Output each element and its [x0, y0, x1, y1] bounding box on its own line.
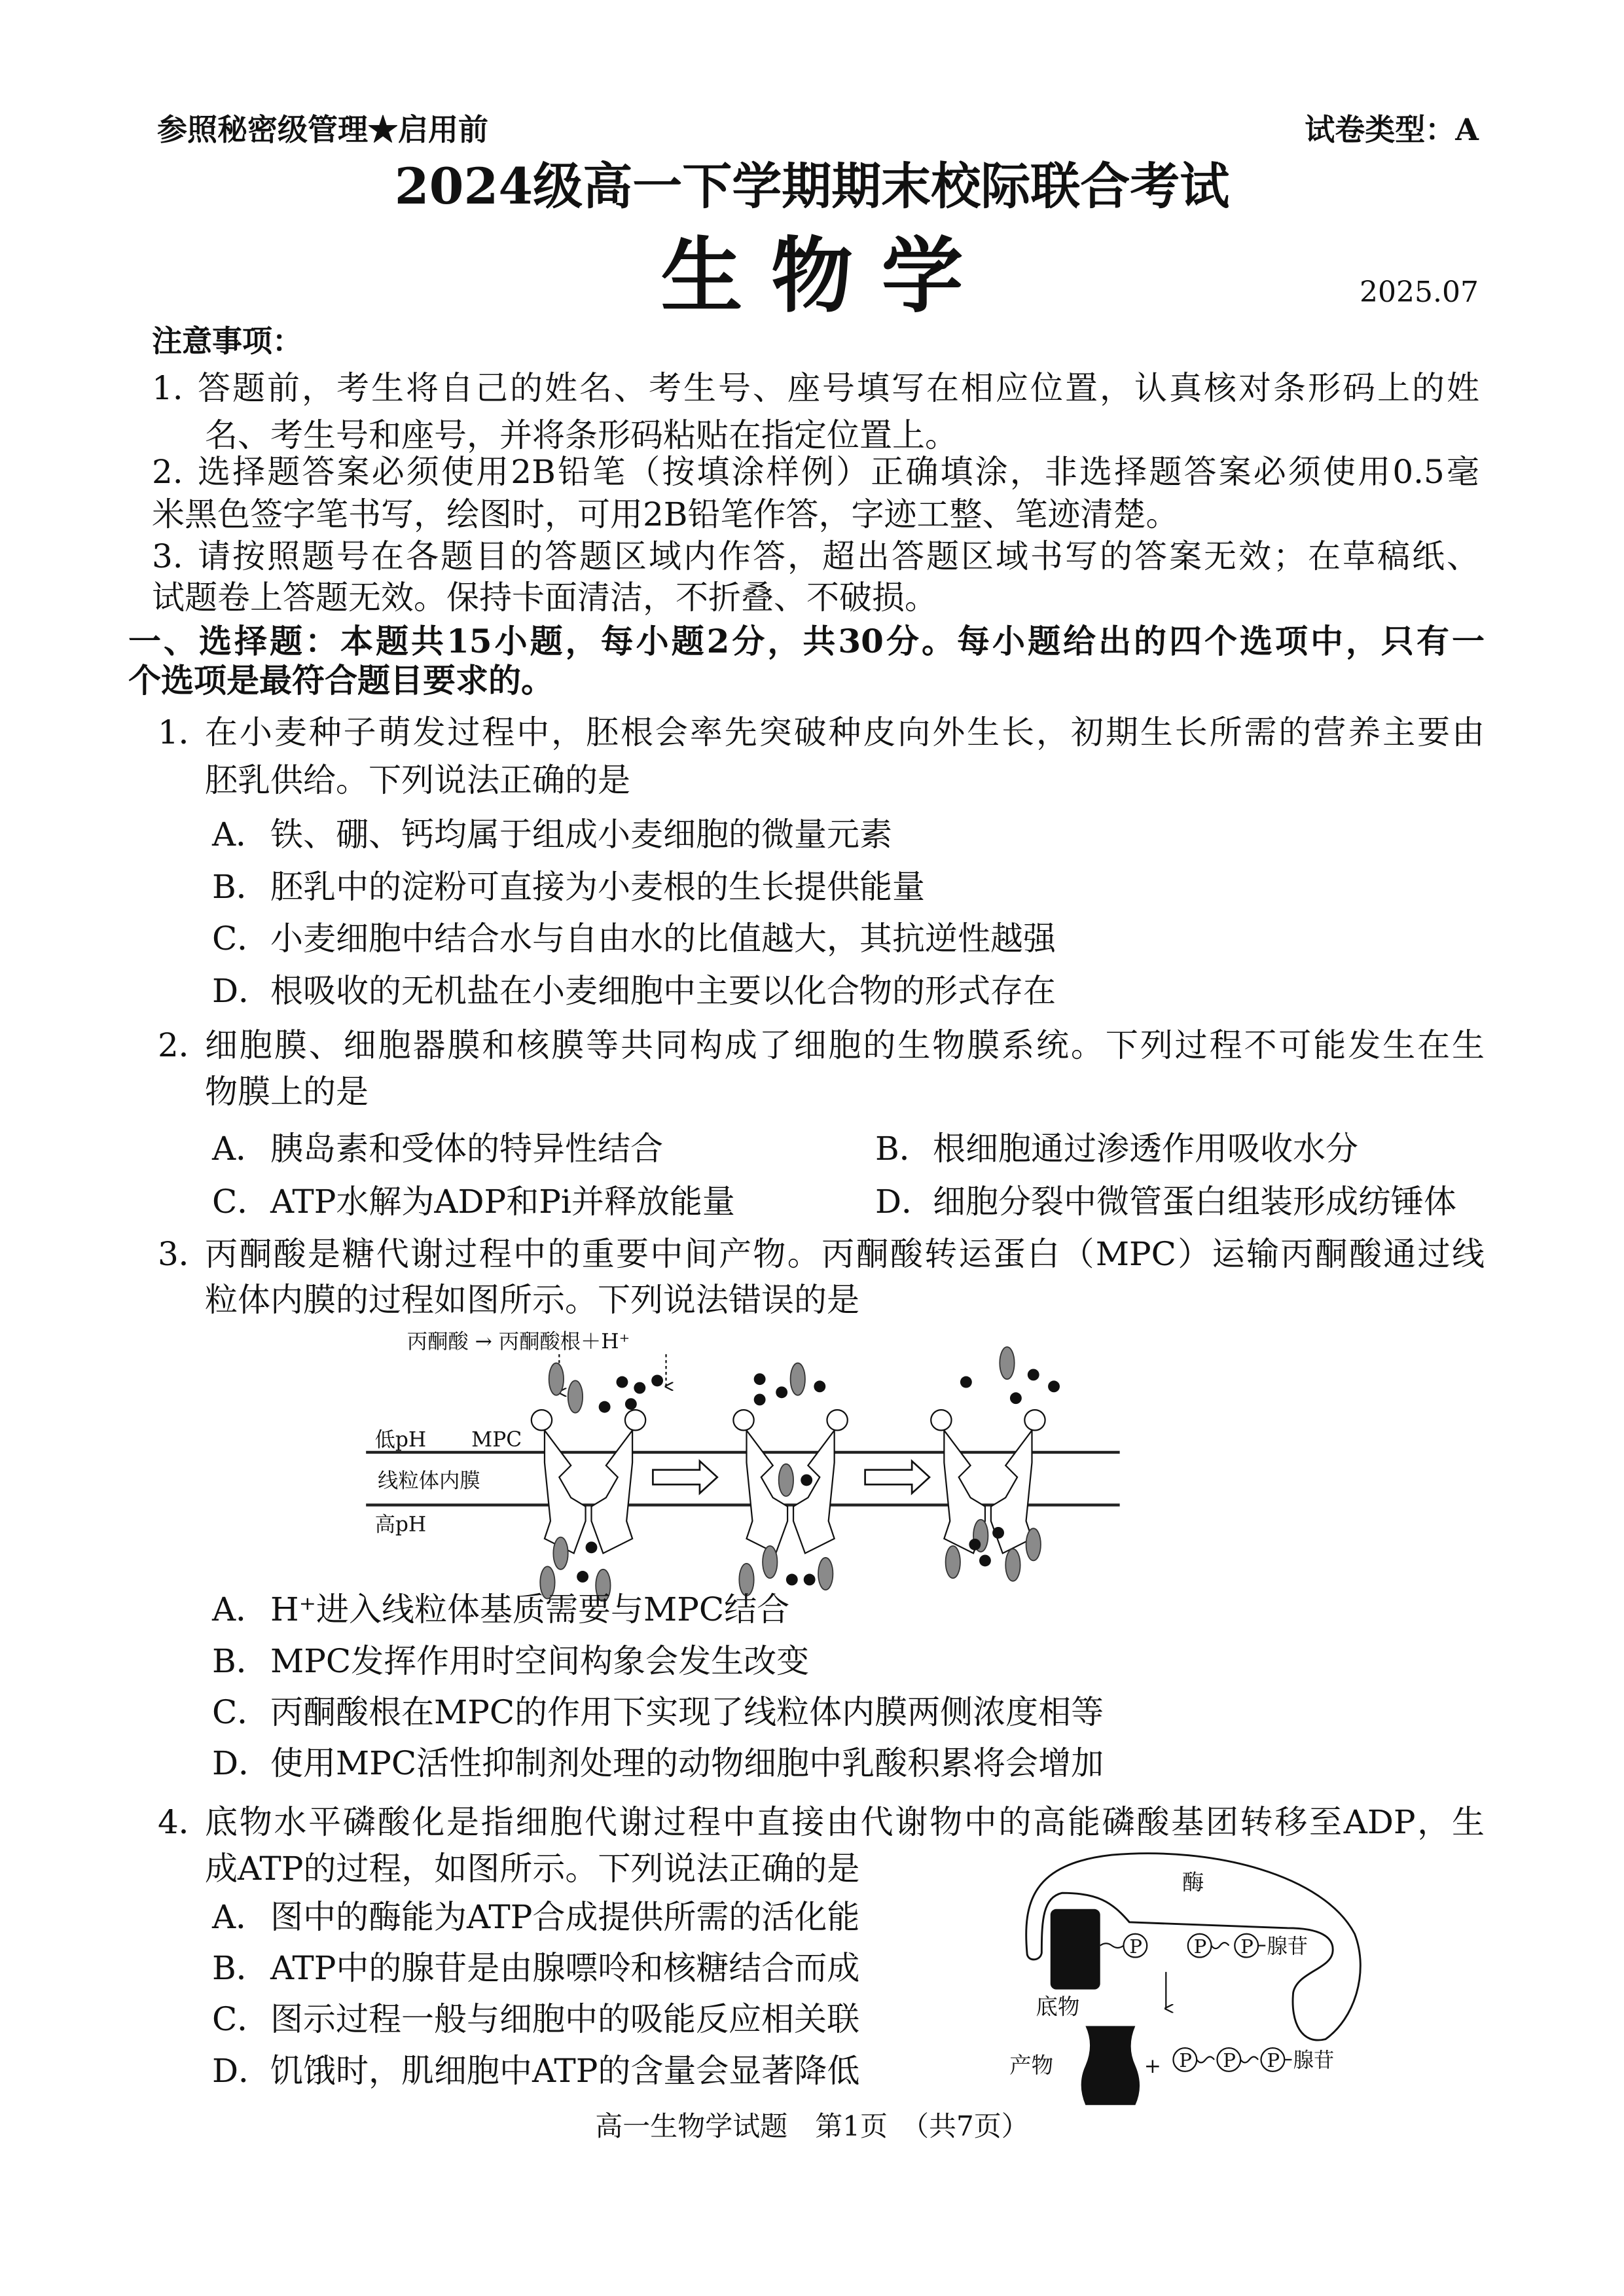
option-letter: C．	[212, 1183, 270, 1221]
option-letter: D．	[875, 1183, 935, 1221]
proton-dot	[960, 1376, 972, 1388]
proton-dot	[801, 1474, 812, 1486]
high-energy-bond	[1197, 2056, 1214, 2062]
proton-dot	[1028, 1369, 1039, 1380]
option-letter: D．	[212, 972, 272, 1010]
question-stem: 粒体内膜的过程如图所示。下列说法错误的是	[205, 1281, 859, 1319]
option-text: 饥饿时，肌细胞中ATP的含量会显著降低	[270, 2052, 860, 2090]
proton-dot	[786, 1574, 798, 1586]
option-letter: C．	[212, 920, 270, 958]
option-text: 图示过程一般与细胞中的吸能反应相关联	[270, 2000, 859, 2038]
adenosine-label: 腺苷	[1293, 2049, 1335, 2073]
notice-text: 试题卷上答题无效。保持卡面清洁，不折叠、不破损。	[152, 579, 937, 617]
notice-text: 答题前，考生将自己的姓名、考生号、座号填写在相应位置，认真核对条形码上的姓	[198, 369, 1479, 407]
notice-number: 1.	[152, 369, 183, 407]
option-text: ATP中的腺苷是由腺嘌呤和核糖结合而成	[270, 1949, 860, 1987]
option-letter: C．	[212, 1693, 270, 1731]
high-energy-bond	[1212, 1943, 1229, 1948]
option-text: 根吸收的无机盐在小麦细胞中主要以化合物的形式存在	[270, 972, 1056, 1010]
question-stem: 成ATP的过程，如图所示。下列说法正确的是	[205, 1850, 860, 1888]
option-letter: B．	[212, 1949, 269, 1987]
notice-text: 名、考生号和座号，并将条形码粘贴在指定位置上。	[205, 416, 958, 454]
mpc-right-subunit	[592, 1430, 633, 1553]
notice-text: 选择题答案必须使用2B铅笔（按填涂样例）正确填涂，非选择题答案必须使用0.5毫	[198, 453, 1479, 491]
pyruvate-molecule	[818, 1558, 833, 1590]
page-footer: 高一生物学试题 第1页 （共7页）	[595, 2110, 1029, 2142]
option-text: ATP水解为ADP和Pi并释放能量	[270, 1183, 735, 1221]
proton-dot	[969, 1539, 981, 1551]
confidentiality-label: 参照秘密级管理★启用前	[157, 112, 488, 147]
proton-dot	[634, 1382, 645, 1394]
notices-heading: 注意事项：	[152, 323, 302, 359]
phosphate-label: P	[1223, 2049, 1236, 2072]
proton-dot	[599, 1401, 611, 1413]
mpc-protein	[532, 1410, 645, 1553]
phosphate-label: P	[1179, 2049, 1192, 2072]
high-ph-label: 高pH	[374, 1513, 427, 1537]
plus-sign: +	[1144, 2054, 1161, 2079]
option-letter: A．	[212, 816, 269, 853]
pyruvate-molecule	[946, 1546, 960, 1578]
option-text: 根细胞通过渗透作用吸收水分	[933, 1130, 1358, 1168]
option-text: 胰岛素和受体的特异性结合	[270, 1130, 663, 1168]
proton-dot	[586, 1541, 598, 1553]
question-number: 4．	[158, 1803, 211, 1841]
proton-dot	[651, 1374, 663, 1386]
section-heading: 一、选择题：本题共15小题，每小题2分，共30分。每小题给出的四个选项中，只有一	[128, 622, 1485, 660]
option-text: 使用MPC活性抑制剂处理的动物细胞中乳酸积累将会增加	[270, 1744, 1104, 1782]
option-letter: A．	[212, 1590, 269, 1628]
substrate-block	[1051, 1909, 1100, 1990]
question-number: 1．	[158, 713, 211, 751]
pyruvate-molecule	[779, 1464, 793, 1496]
pyruvate-molecule	[1000, 1347, 1014, 1379]
mpc-right-subunit	[793, 1430, 835, 1553]
bond-line	[1100, 1943, 1124, 1948]
substrate-phosphorylation-figure	[1002, 1843, 1382, 2121]
proton-dot	[617, 1376, 628, 1388]
option-letter: C．	[212, 2000, 270, 2038]
question-number: 2．	[158, 1026, 211, 1064]
paper-type-label: 试卷类型：A	[1305, 112, 1479, 147]
proton-dot	[979, 1554, 991, 1566]
question-number: 3．	[158, 1235, 211, 1273]
option-text: 图中的酶能为ATP合成提供所需的活化能	[270, 1898, 860, 1936]
option-letter: A．	[212, 1130, 269, 1168]
proton-dot	[1048, 1380, 1060, 1392]
notice-text: 米黑色签字笔书写，绘图时，可用2B铅笔作答，字迹工整、笔迹清楚。	[152, 495, 1179, 533]
adenosine-label: 腺苷	[1267, 1934, 1308, 1958]
subject-title: 生 物 学	[660, 228, 964, 324]
proton-dot	[625, 1398, 637, 1410]
option-text: 细胞分裂中微管蛋白组装形成纺锤体	[933, 1183, 1456, 1221]
option-letter: D．	[212, 2052, 272, 2090]
phosphate-label: P	[1129, 1935, 1142, 1958]
phosphate-label: P	[1193, 1935, 1207, 1958]
mpc-head-circle	[625, 1410, 645, 1430]
proton-dot	[1010, 1392, 1022, 1404]
question-stem: 底物水平磷酸化是指细胞代谢过程中直接由代谢物中的高能磷酸基团转移至ADP，生	[205, 1803, 1485, 1841]
notice-number: 3.	[152, 537, 183, 575]
option-text: H⁺进入线粒体基质需要与MPC结合	[270, 1590, 790, 1628]
option-letter: D．	[212, 1744, 272, 1782]
step-arrow-icon	[865, 1461, 929, 1493]
pyruvate-molecule	[549, 1363, 564, 1395]
option-letter: B．	[212, 1642, 269, 1680]
proton-dot	[776, 1386, 787, 1398]
option-text: MPC发挥作用时空间构象会发生改变	[270, 1642, 810, 1680]
question-stem: 丙酮酸是糖代谢过程中的重要中间产物。丙酮酸转运蛋白（MPC）运输丙酮酸通过线	[205, 1235, 1485, 1273]
proton-dot	[577, 1571, 588, 1583]
question-stem: 胚乳供给。下列说法正确的是	[205, 761, 630, 799]
option-letter: B．	[212, 868, 269, 906]
proton-dot	[754, 1373, 766, 1385]
pyruvate-molecule	[1005, 1549, 1020, 1581]
question-stem: 细胞膜、细胞器膜和核膜等共同构成了细胞的生物膜系统。下列过程不可能发生在生	[205, 1026, 1485, 1064]
proton-dot	[814, 1380, 825, 1392]
membrane-label: 线粒体内膜	[378, 1469, 480, 1493]
proton-dot	[754, 1394, 766, 1406]
mpc-head-circle	[532, 1410, 552, 1430]
option-text: 小麦细胞中结合水与自由水的比值越大，其抗逆性越强	[270, 920, 1056, 958]
reaction-label: 丙酮酸 → 丙酮酸根＋H⁺	[406, 1330, 630, 1354]
substrate-label: 底物	[1036, 1994, 1080, 2020]
notice-text: 请按照题号在各题目的答题区域内作答，超出答题区域书写的答案无效；在草稿纸、	[198, 537, 1479, 575]
mpc-transport-figure	[359, 1316, 1134, 1602]
mpc-head-circle	[827, 1410, 847, 1430]
product-block	[1081, 2026, 1140, 2106]
proton-dot	[804, 1574, 816, 1586]
product-label: 产物	[1009, 2053, 1054, 2079]
exam-date: 2025.07	[1360, 276, 1479, 309]
pyruvate-molecule	[763, 1546, 777, 1578]
question-stem: 物膜上的是	[205, 1073, 369, 1111]
option-text: 丙酮酸根在MPC的作用下实现了线粒体内膜两侧浓度相等	[270, 1693, 1104, 1731]
option-text: 铁、硼、钙均属于组成小麦细胞的微量元素	[270, 816, 892, 853]
mpc-label: MPC	[471, 1427, 522, 1452]
pyruvate-molecule	[791, 1363, 805, 1395]
high-energy-bond	[1240, 2056, 1258, 2062]
pyruvate-molecule	[553, 1537, 568, 1570]
mpc-head-circle	[931, 1410, 951, 1430]
pyruvate-molecule	[568, 1380, 583, 1412]
phosphate-label: P	[1267, 2049, 1280, 2072]
phosphate-label: P	[1240, 1935, 1254, 1958]
pyruvate-molecule	[1026, 1528, 1041, 1560]
proton-dot	[992, 1527, 1004, 1539]
mpc-left-subunit	[545, 1430, 586, 1553]
mpc-head-circle	[733, 1410, 753, 1430]
exam-title: 2024级高一下学期期末校际联合考试	[394, 157, 1230, 215]
section-heading-cont: 个选项是最符合题目要求的。	[128, 661, 554, 700]
question-stem: 在小麦种子萌发过程中，胚根会率先突破种皮向外生长，初期生长所需的营养主要由	[205, 713, 1485, 751]
option-text: 胚乳中的淀粉可直接为小麦根的生长提供能量	[270, 868, 925, 906]
notice-number: 2.	[152, 453, 183, 491]
option-letter: A．	[212, 1898, 269, 1936]
mpc-head-circle	[1024, 1410, 1045, 1430]
low-ph-label: 低pH	[374, 1427, 427, 1452]
step-arrow-icon	[653, 1461, 717, 1493]
option-letter: B．	[875, 1130, 932, 1168]
enzyme-label: 酶	[1182, 1869, 1204, 1895]
